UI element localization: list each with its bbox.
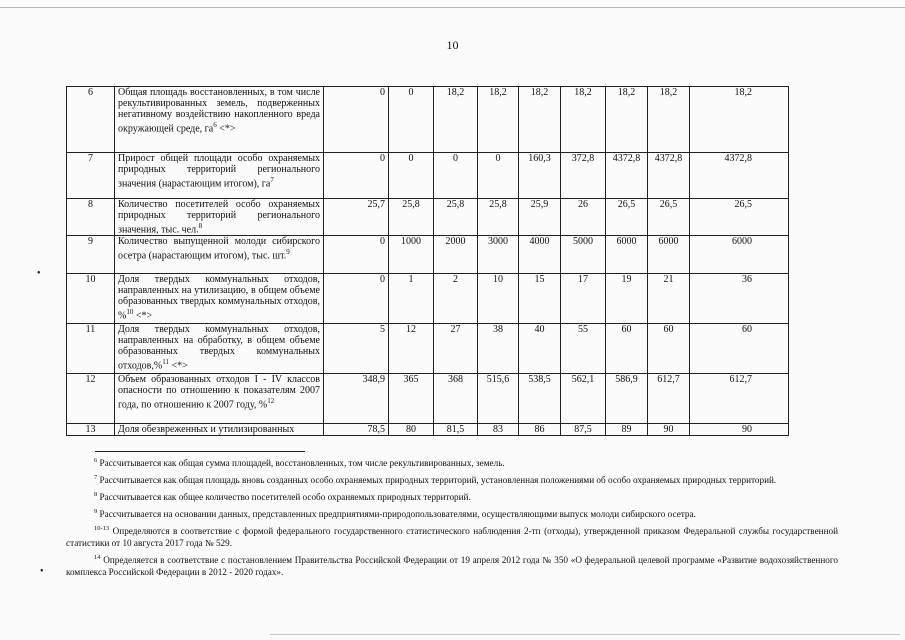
table-row	[67, 374, 789, 424]
table-row	[67, 274, 789, 324]
value-cell: 348,9	[324, 374, 389, 424]
value-cell: 6000	[606, 236, 648, 274]
value-cell: 87,5	[561, 424, 606, 436]
value-cell: 0	[389, 87, 434, 153]
value-cell: 2000	[434, 236, 478, 274]
footnote-ref: 11	[162, 358, 169, 367]
footnote-mark: 6	[94, 457, 98, 464]
value-cell: 0	[324, 87, 389, 153]
footnote-mark: 8	[94, 491, 98, 499]
value-cell: 0	[389, 153, 434, 199]
value-cell: 18,2	[434, 87, 478, 153]
value-cell: 0	[324, 274, 389, 324]
indicator-name: Доля обезвреженных и утилизированных	[115, 424, 324, 436]
value-cell: 372,8	[561, 153, 606, 199]
value-cell: 60	[648, 324, 690, 374]
footnote	[66, 489, 838, 503]
value-cell: 86	[519, 424, 561, 436]
row-number: 9	[67, 236, 115, 274]
value-cell: 612,7	[648, 374, 690, 424]
value-cell: 26	[561, 199, 606, 236]
value-cell: 4372,8	[606, 153, 648, 199]
table-row	[67, 153, 789, 199]
value-cell: 27	[434, 324, 478, 374]
footnotes	[66, 455, 838, 581]
value-cell: 55	[561, 324, 606, 374]
footnote-rule	[95, 451, 305, 452]
value-cell: 90	[648, 424, 690, 436]
value-cell: 18,2	[478, 87, 519, 153]
value-cell: 26,5	[606, 199, 648, 236]
row-number: 8	[67, 199, 115, 236]
footnote	[66, 552, 838, 578]
footnote-text: Определяются в соответствие с формой федерального государственного статистического наблюдения 2-тп (отходы), утвержденной приказом Федеральной службы государственной статистики от 10 августа 2017 года № 529.	[66, 526, 838, 549]
value-cell: 81,5	[434, 424, 478, 436]
value-cell: 515,6	[478, 374, 519, 424]
scan-mark: •	[40, 566, 44, 577]
value-cell: 6000	[648, 236, 690, 274]
row-number: 6	[67, 87, 115, 153]
row-number: 10	[67, 274, 115, 324]
footnote-ref: 10	[126, 308, 134, 317]
value-cell: 18,2	[606, 87, 648, 153]
indicator-name: Прирост общей площади особо охраняемых природных территорий регионального значения (нарастающим итогом), $га^7$	[115, 153, 324, 199]
value-cell: 0	[434, 153, 478, 199]
value-cell: 365	[389, 374, 434, 424]
value-cell: 60	[690, 324, 789, 374]
value-cell: 10	[478, 274, 519, 324]
value-cell: 562,1	[561, 374, 606, 424]
row-number: 11	[67, 324, 115, 374]
row-number: 13	[67, 424, 115, 436]
value-cell: 0	[478, 153, 519, 199]
value-cell: 26,5	[690, 199, 789, 236]
row-number: 7	[67, 153, 115, 199]
value-cell: 18,2	[561, 87, 606, 153]
footnote	[66, 506, 838, 520]
value-cell: 25,8	[434, 199, 478, 236]
value-cell: 18,2	[648, 87, 690, 153]
indicator-name: Доля твердых коммунальных отходов, направленных на обработку, в общем объеме образованных твердых коммунальных отходов,%$^{11}$ <*>	[115, 324, 324, 374]
value-cell: 2	[434, 274, 478, 324]
table-row	[67, 87, 789, 153]
indicator-name: Доля твердых коммунальных отходов, направленных на утилизацию, в общем объеме образованных твердых коммунальных отходов, %$^{10}$ <*>	[115, 274, 324, 324]
value-cell: 368	[434, 374, 478, 424]
value-cell: 78,5	[324, 424, 389, 436]
footnote-mark: 10-13	[94, 525, 110, 533]
footnote-text: Рассчитывается как общая площадь вновь созданных особо охраняемых природных территорий, установленная положениями об особо охраняемых природных территорий.	[97, 475, 777, 486]
table-row	[67, 199, 789, 236]
indicator-name: Общая площадь восстановленных, в том числе рекультивированных земель, подверженных негативному воздействию накопленного вреда окружающей среде, $га^6$ <*>	[115, 87, 324, 153]
footnote-ref: 6	[213, 121, 217, 129]
value-cell: 1000	[389, 236, 434, 274]
value-cell: 612,7	[690, 374, 789, 424]
value-cell: 17	[561, 274, 606, 324]
table-row	[67, 424, 789, 436]
scan-edge-bottom	[270, 634, 900, 635]
footnote-ref: 9	[286, 248, 290, 257]
footnote-text: Рассчитывается на основании данных, представленных предприятиями-природопользователями, осуществляющими выпуск молоди сибирского осетра.	[97, 509, 696, 520]
table-row	[67, 324, 789, 374]
row-number: 12	[67, 374, 115, 424]
footnote-ref: 8	[198, 222, 203, 230]
footnote	[66, 472, 838, 486]
value-cell: 0	[324, 236, 389, 274]
footnote-mark: 7	[94, 474, 98, 482]
indicator-name: Объем образованных отходов I - IV классов опасности по отношению к показателям 2007 года, по отношению к 2007 году, %$^{12}$	[115, 374, 324, 424]
value-cell: 4000	[519, 236, 561, 274]
footnote-text: Рассчитывается как общая сумма площадей, восстановленных, том числе рекультивированных, земель.	[97, 458, 505, 469]
value-cell: 538,5	[519, 374, 561, 424]
page-number: 10	[446, 38, 459, 52]
value-cell: 80	[389, 424, 434, 436]
value-cell: 586,9	[606, 374, 648, 424]
table-row	[67, 236, 789, 274]
value-cell: 25,7	[324, 199, 389, 236]
value-cell: 25,8	[389, 199, 434, 236]
indicator-name: Количество посетителей особо охраняемых природных территорий регионального значения, тыс. чел.$^8$	[115, 199, 324, 236]
value-cell: 4372,8	[690, 153, 789, 199]
footnote-mark: 9	[94, 508, 98, 516]
value-cell: 5	[324, 324, 389, 374]
value-cell: 18,2	[690, 87, 789, 153]
value-cell: 90	[690, 424, 789, 436]
value-cell: 25,9	[519, 199, 561, 236]
value-cell: 40	[519, 324, 561, 374]
value-cell: 5000	[561, 236, 606, 274]
value-cell: 12	[389, 324, 434, 374]
value-cell: 38	[478, 324, 519, 374]
footnote-ref: 7	[270, 176, 274, 184]
value-cell: 18,2	[519, 87, 561, 153]
value-cell: 15	[519, 274, 561, 324]
value-cell: 19	[606, 274, 648, 324]
value-cell: 160,3	[519, 153, 561, 199]
indicator-name: Количество выпущенной молоди сибирского осетра (нарастающим итогом), тыс. шт.$^9$	[115, 236, 324, 274]
value-cell: 83	[478, 424, 519, 436]
footnote	[66, 523, 838, 549]
footnote-text: Определяется в соответствие с постановлением Правительства Российской Федерации от 19 апреля 2012 года № 350 «О федеральной целевой программе «Развитие водохозяйственного комплекса Российской Федерации в 2012 - 2020 годах».	[66, 555, 838, 578]
footnote-ref: 12	[267, 397, 275, 406]
value-cell: 89	[606, 424, 648, 436]
footnote-mark: 14	[94, 554, 101, 562]
indicators-table	[66, 86, 789, 436]
value-cell: 0	[324, 153, 389, 199]
value-cell: 26,5	[648, 199, 690, 236]
value-cell: 3000	[478, 236, 519, 274]
footnote-text: Рассчитывается как общее количество посетителей особо охраняемых природных территорий.	[97, 492, 471, 503]
footnote	[66, 455, 838, 469]
value-cell: 21	[648, 274, 690, 324]
scan-mark: •	[37, 268, 41, 279]
value-cell: 6000	[690, 236, 789, 274]
value-cell: 36	[690, 274, 789, 324]
scan-edge-top	[0, 7, 905, 8]
value-cell: 4372,8	[648, 153, 690, 199]
value-cell: 60	[606, 324, 648, 374]
value-cell: 1	[389, 274, 434, 324]
value-cell: 25,8	[478, 199, 519, 236]
